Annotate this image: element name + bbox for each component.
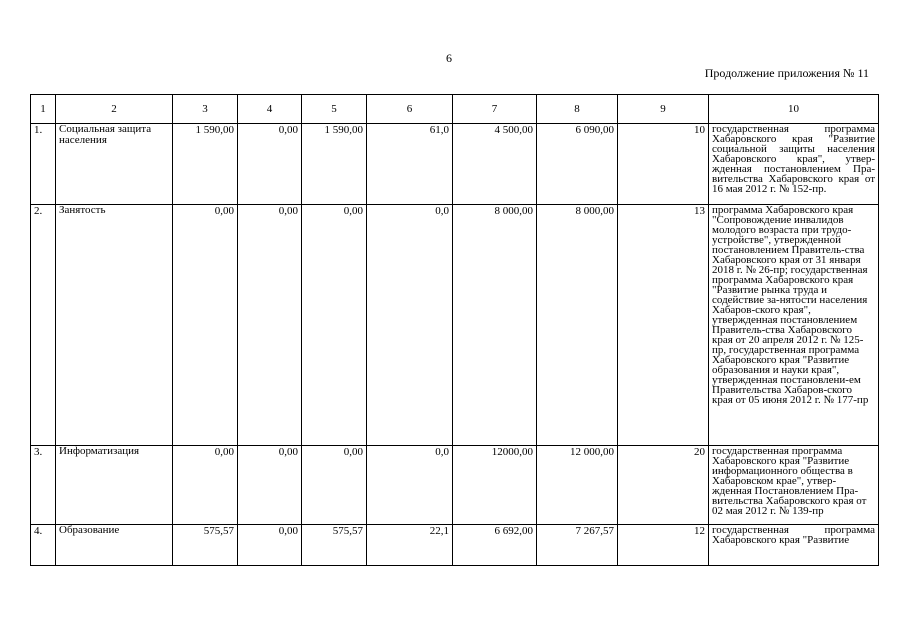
cell-col7: 12000,00 bbox=[453, 446, 537, 525]
cell-col3: 1 590,00 bbox=[173, 124, 238, 205]
column-header: 6 bbox=[367, 95, 453, 124]
column-header: 7 bbox=[453, 95, 537, 124]
cell-col4: 0,00 bbox=[238, 124, 302, 205]
appendix-continuation-note: Продолжение приложения № 11 bbox=[704, 66, 869, 80]
cell-col3: 0,00 bbox=[173, 205, 238, 446]
table-row bbox=[31, 525, 879, 566]
cell-col6: 61,0 bbox=[367, 124, 453, 205]
column-header: 1 bbox=[31, 95, 56, 124]
cell-col8: 6 090,00 bbox=[537, 124, 618, 205]
column-header: 4 bbox=[238, 95, 302, 124]
cell-col9: 13 bbox=[618, 205, 709, 446]
cell-col5: 0,00 bbox=[302, 205, 367, 446]
budget-table bbox=[30, 94, 879, 566]
cell-col4: 0,00 bbox=[238, 525, 302, 566]
cell-col4: 0,00 bbox=[238, 446, 302, 525]
cell-col5: 0,00 bbox=[302, 446, 367, 525]
cell-col3: 575,57 bbox=[173, 525, 238, 566]
cell-col7: 6 692,00 bbox=[453, 525, 537, 566]
row-name: Социальная защита населения bbox=[56, 124, 173, 205]
cell-col7: 8 000,00 bbox=[453, 205, 537, 446]
row-index: 4. bbox=[31, 525, 56, 566]
cell-col9: 10 bbox=[618, 124, 709, 205]
row-name: Занятость bbox=[56, 205, 173, 446]
cell-col5: 1 590,00 bbox=[302, 124, 367, 205]
cell-col8: 7 267,57 bbox=[537, 525, 618, 566]
page-number: 6 bbox=[446, 51, 452, 65]
cell-col6: 0,0 bbox=[367, 205, 453, 446]
cell-col3: 0,00 bbox=[173, 446, 238, 525]
row-index: 2. bbox=[31, 205, 56, 446]
row-index: 1. bbox=[31, 124, 56, 205]
cell-col9: 20 bbox=[618, 446, 709, 525]
row-description: программа Хабаровского края "Сопровождение инвалидов молодого возраста при трудо-устройстве", утвержденной постановлением Правитель-ства Хабаровского края от 31 января 2018 г. № 26-пр; государственная программа Хабаровского края "Развитие рынка труда и содействие за-нятости населения Хабаров-ского края", утвержденная постановлением Правитель-ства Хабаровского края от 20 апреля 2012 г. № 125-пр, государственная программа Хабаровского края "Развитие образования и науки края", утвержденная постановлени-ем Правительства Хабаров-ского края от 05 июня 2012 г. № 177-пр bbox=[709, 205, 879, 446]
table-row bbox=[31, 124, 879, 205]
cell-col9: 12 bbox=[618, 525, 709, 566]
column-header: 8 bbox=[537, 95, 618, 124]
column-header: 5 bbox=[302, 95, 367, 124]
cell-col6: 22,1 bbox=[367, 525, 453, 566]
row-description: государственная программа Хабаровского края "Развитие информационного общества в Хабаровском крае", утвер-жденная Постановлением Пра-вительства Хабаровского края от 02 мая 2012 г. № 139-пр bbox=[709, 446, 879, 525]
cell-col8: 8 000,00 bbox=[537, 205, 618, 446]
row-name: Информатизация bbox=[56, 446, 173, 525]
cell-col6: 0,0 bbox=[367, 446, 453, 525]
table-header-row bbox=[31, 95, 879, 124]
row-name: Образование bbox=[56, 525, 173, 566]
column-header: 9 bbox=[618, 95, 709, 124]
cell-col5: 575,57 bbox=[302, 525, 367, 566]
cell-col8: 12 000,00 bbox=[537, 446, 618, 525]
column-header: 3 bbox=[173, 95, 238, 124]
cell-col7: 4 500,00 bbox=[453, 124, 537, 205]
cell-col4: 0,00 bbox=[238, 205, 302, 446]
column-header: 10 bbox=[709, 95, 879, 124]
table-row bbox=[31, 446, 879, 525]
row-description: государственная программа Хабаровского края "Развитие bbox=[709, 525, 879, 566]
table-row bbox=[31, 205, 879, 446]
row-description: государственная программа Хабаровского края "Развитие социальной защиты населения Хабаровского края", утвер-жденная постановлением Пра-вительства Хабаровского края от 16 мая 2012 г. № 152-пр. bbox=[709, 124, 879, 205]
row-index: 3. bbox=[31, 446, 56, 525]
column-header: 2 bbox=[56, 95, 173, 124]
